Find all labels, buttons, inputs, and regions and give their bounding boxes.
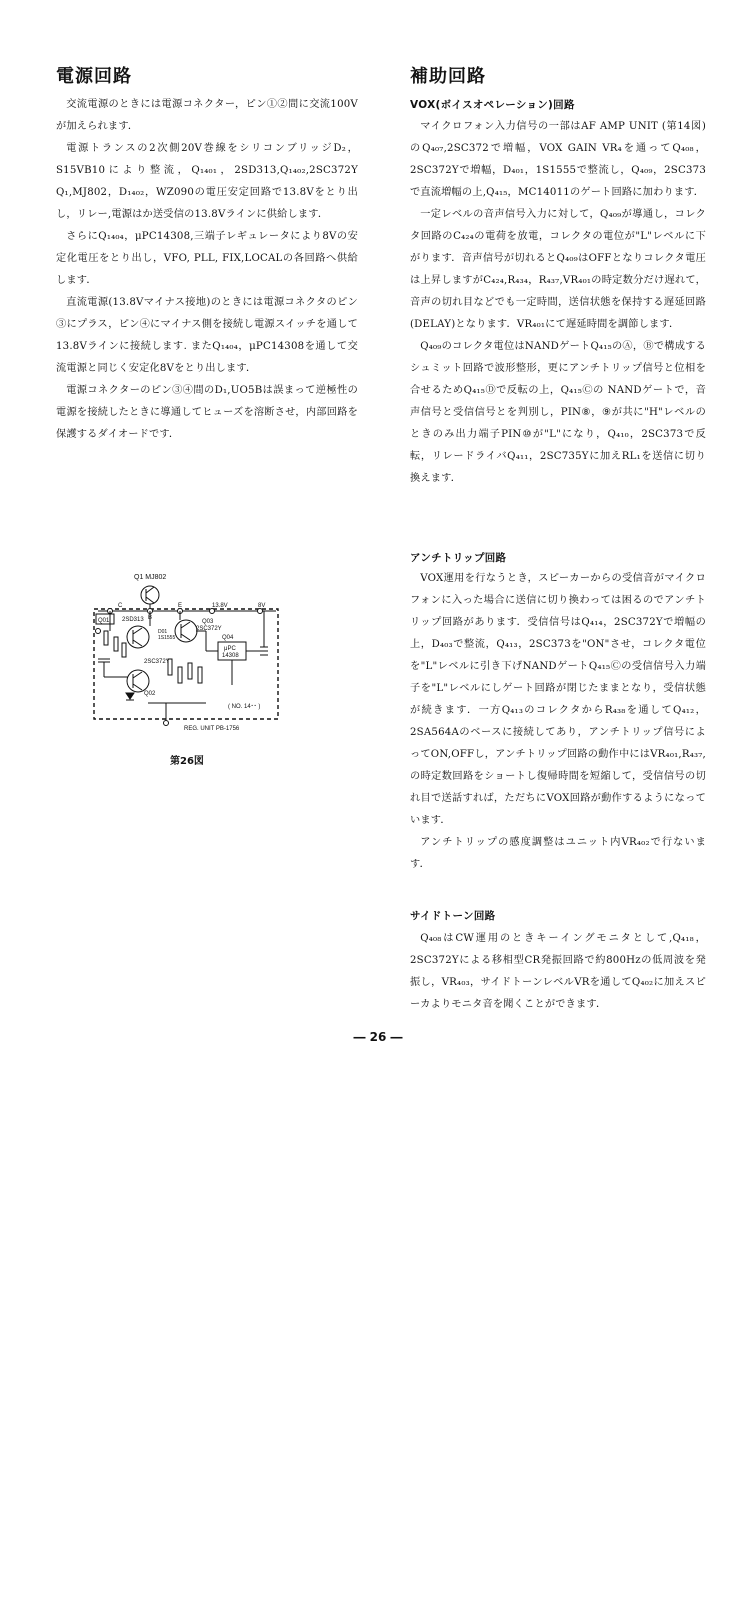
terminal bbox=[258, 609, 263, 614]
circuit-diagram bbox=[88, 567, 282, 737]
q04-label: Q04 bbox=[222, 635, 234, 641]
antitrip-paragraph: VOX運用を行なうとき，スピーカーからの受信音がマイクロフォンに入った場合に送信に切り換わっては困るのでアンチトリップ回路があります．受信信号はQ₄₁₄，2SC372Yで増幅の上，D₄₀₃で整流，Q₄₁₃，2SC373を"ON"させ，コレクタ電位を"L"レベルに引き下げNANDゲートQ₄₁₅Ⓒの受信信号入力端子を"L"レベルにしゲート回路が閉じたままとなり，受信状態が続きます．一方Q₄₁₃のコレクタからR₄₃₈を通してQ₄₁₂，2SA564Aのベースに接続してあり，アンチトリップ信号によってON,OFFし，アンチトリップ回路の動作中にはVR₄₀₁,R₄₃₇,の時定数回路をショートし復帰時間を短縮して，受信信号の切れ目で送話すれば，ただちにVOX回路が動作するようになっています． bbox=[410, 573, 706, 826]
q03-label: Q03 bbox=[202, 619, 214, 625]
q02-transistor bbox=[127, 670, 149, 692]
pin-c-label: C bbox=[118, 603, 123, 609]
antitrip-paragraph: アンチトリップの感度調整はユニット内VR₄₀₂で行ないます． bbox=[410, 837, 706, 870]
sidetone-body bbox=[410, 928, 706, 1016]
left-paragraph: 交流電源のときには電源コネクター，ピン①②間に交流100Vが加えられます． bbox=[56, 99, 358, 132]
unit-label: REG. UNIT PB-1756 bbox=[184, 726, 240, 732]
vox-paragraph: 一定レベルの音声信号入力に対して，Q₄₀₉が導通し，コレクタ回路のC₄₂₄の電荷を放電，コレクタの電位が"L"レベルに下がります．音声信号が切れるとQ₄₀₉はOFFとなりコレクタ電圧は上昇しますがC₄₂₄,R₄₃₄，R₄₃₇,VR₄₀₁の時定数分だけ遅れて，音声の切れ目などでも一定時間，送信状態を保持する遅延回路(DELAY)となります．VR₄₀₁にて遅延時間を調節します． bbox=[410, 209, 706, 330]
ic-label-b: 14308 bbox=[222, 653, 239, 659]
ic-label-a: μPC bbox=[224, 646, 236, 652]
v8-label: 8V bbox=[258, 603, 266, 609]
vox-paragraph: マイクロフォン入力信号の一部はAF AMP UNIT (第14図)のQ₄₀₇,2SC372で増幅，VOX GAIN VR₄を通ってQ₄₀₈，2SC372Yで増幅，D₄₀₁，1S1555で整流し，Q₄₀₉，2SC373で直流増幅の上,Q₄₁₅，MC14011のゲート回路に加わります． bbox=[410, 121, 706, 198]
pin-e-label: E bbox=[178, 603, 183, 609]
antitrip-heading: アンチトリップ回路 bbox=[410, 552, 507, 564]
vox-paragraph: Q₄₀₉のコレクタ電位はNANDゲートQ₄₁₅のⒶ，Ⓑで構成するシュミット回路で波形整形，更にアンチトリップ信号と位相を合せるためQ₄₁₅Ⓓで反転の上，Q₄₁₅Ⓒの NANDゲートで，音声信号と受信信号とを判別し，PIN⑧，⑨が共に"H"レベルのときのみ出力端子PIN⑩が"L"になり，Q₄₁₀，2SC373で反転，リレードライバQ₄₁₁，2SC735Yに加えRL₁を送信に切り換えます． bbox=[410, 341, 706, 484]
q2sd313-label: 2SD313 bbox=[122, 617, 144, 623]
no-label: ( NO. 14･･ ) bbox=[228, 704, 261, 710]
left-section-title: 電源回路 bbox=[56, 66, 132, 87]
left-paragraph: 直流電源(13.8Vマイナス接地)のときには電源コネクタのピン③にプラス，ピン④にマイナス側を接続し電源スイッチを通して13.8Vラインに接続します. またQ₁₄₀₄，μPC14308を通して交流電源と同じく安定化8Vをとり出します． bbox=[56, 297, 358, 374]
q2sd313-transistor bbox=[127, 626, 149, 648]
vox-heading: VOX(ボイスオペレーション)回路 bbox=[410, 99, 575, 111]
antitrip-body bbox=[410, 568, 706, 876]
terminal bbox=[96, 629, 101, 634]
left-paragraph: さらにQ₁₄₀₄，μPC14308,三端子レギュレータにより8Vの安定化電圧をとり出し，VFO, PLL, FIX,LOCALの各回路へ供給します． bbox=[56, 231, 358, 286]
q01-label: Q01 bbox=[98, 618, 110, 624]
terminal bbox=[164, 721, 169, 726]
v138-label: 13.8V bbox=[212, 603, 228, 609]
page-number: ― 26 ― bbox=[353, 1030, 403, 1044]
q02-type-label: 2SC372Y bbox=[144, 659, 170, 665]
left-body bbox=[56, 94, 358, 446]
left-paragraph: 電源トランスの2次側20V巻線をシリコンブリッジD₂，S15VB10により整流，Q₁₄₀₁，2SD313,Q₁₄₀₂,2SC372Y Q₁,MJ802，D₁₄₀₂，WZ090の電圧安定回路で13.8Vをとり出し，リレー,電源はか送受信の13.8Vラインに供給します． bbox=[56, 143, 358, 220]
q03-transistor bbox=[175, 620, 197, 642]
right-section-title: 補助回路 bbox=[410, 66, 486, 87]
d01-label: D01 bbox=[158, 629, 168, 635]
q03-type-label: 2SC372Y bbox=[196, 626, 222, 632]
q02-label: Q02 bbox=[144, 691, 156, 697]
pin-b-label: B bbox=[148, 615, 153, 621]
sidetone-heading: サイドトーン回路 bbox=[410, 910, 496, 922]
vox-body bbox=[410, 116, 706, 490]
left-paragraph: 電源コネクターのピン③④間のD₁,UO5Bは誤まって逆極性の電源を接続したときに導通してヒューズを溶断させ，内部回路を保護するダイオードです． bbox=[56, 385, 358, 440]
figure-caption: 第26図 bbox=[170, 756, 204, 767]
q1-label: Q1 MJ802 bbox=[134, 574, 167, 581]
sidetone-paragraph: Q₄₀₈はCW運用のときキーイングモニタとして,Q₄₁₈，2SC372Yによる移相型CR発振回路で約800Hzの低周波を発振し，VR₄₀₃，サイドトーンレベルVRを通してQ₄₀₂に加えスピーカよりモニタ音を聞くことができます． bbox=[410, 933, 706, 1010]
d01-type-label: 1S1555 bbox=[158, 635, 176, 641]
q1-transistor bbox=[141, 586, 159, 604]
terminal bbox=[210, 609, 215, 614]
